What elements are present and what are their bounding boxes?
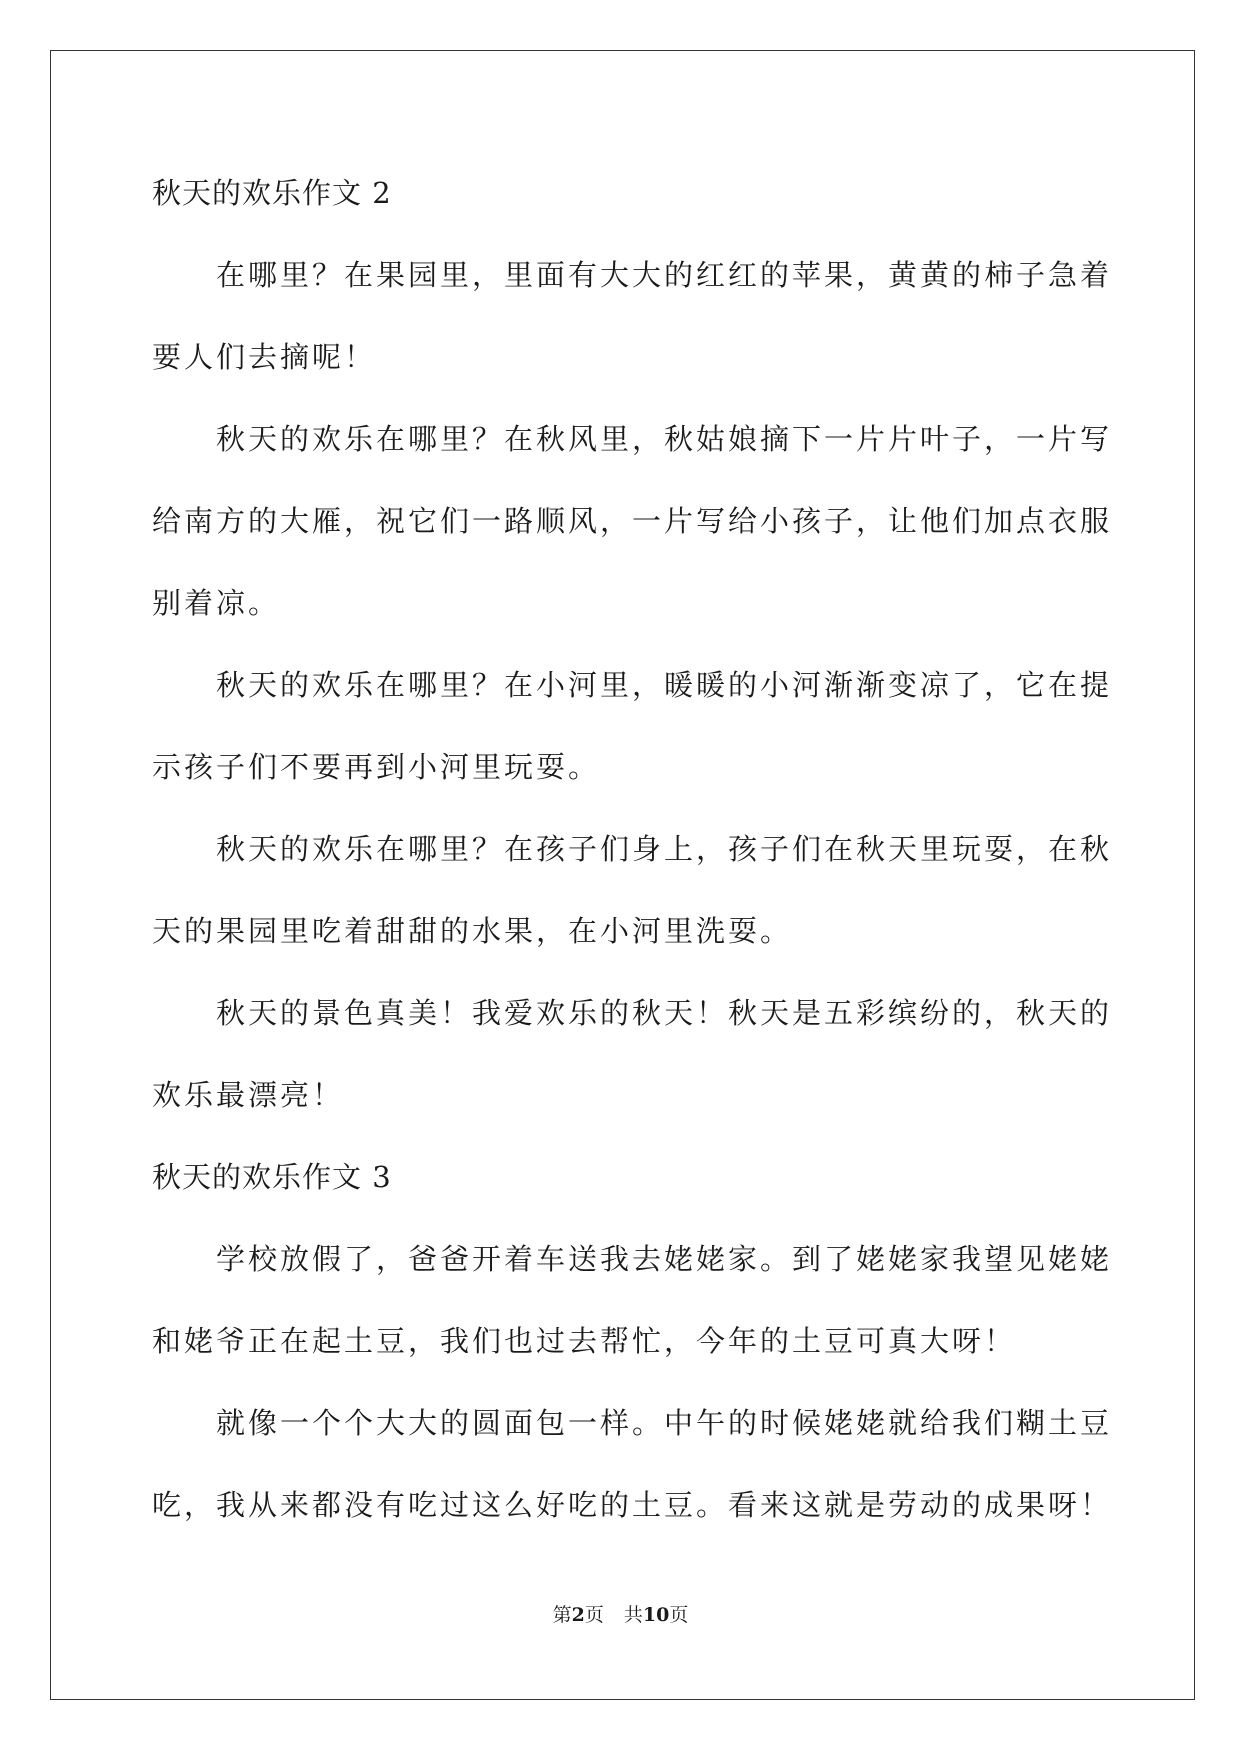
paragraph-line: 就像一个个大大的圆面包一样。中午的时候姥姥就给我们糊土豆	[216, 1406, 1113, 1440]
footer-total-prefix: 共	[623, 1604, 643, 1626]
paragraph-line: 欢乐最漂亮！	[152, 1078, 345, 1112]
paragraph-line: 和姥爷正在起土豆，我们也过去帮忙，今年的土豆可真大呀！	[152, 1324, 1017, 1358]
footer-total-suffix: 页	[669, 1604, 689, 1626]
paragraph-line: 秋天的景色真美！我爱欢乐的秋天！秋天是五彩缤纷的，秋天的	[216, 996, 1113, 1030]
paragraph-line: 别着凉。	[152, 586, 281, 620]
page-footer	[0, 1602, 1241, 1628]
total-page-count: 10	[642, 1604, 670, 1626]
current-page-number: 2	[571, 1604, 585, 1626]
paragraph-line: 给南方的大雁，祝它们一路顺风，一片写给小孩子，让他们加点衣服	[152, 504, 1113, 538]
essay-title: 秋天的欢乐作文 2	[152, 176, 392, 210]
paragraph-line: 天的果园里吃着甜甜的水果，在小河里洗耍。	[152, 914, 793, 948]
paragraph-line: 吃，我从来都没有吃过这么好吃的土豆。看来这就是劳动的成果呀！	[152, 1488, 1113, 1522]
paragraph-line: 在哪里？在果园里，里面有大大的红红的苹果，黄黄的柿子急着	[216, 258, 1113, 292]
paragraph-line: 秋天的欢乐在哪里？在孩子们身上，孩子们在秋天里玩耍，在秋	[216, 832, 1113, 866]
footer-prefix: 第	[552, 1604, 572, 1626]
paragraph-line: 要人们去摘呢！	[152, 340, 377, 374]
paragraph-line: 示孩子们不要再到小河里玩耍。	[152, 750, 601, 784]
paragraph-line: 学校放假了，爸爸开着车送我去姥姥家。到了姥姥家我望见姥姥	[216, 1242, 1113, 1276]
paragraph-line: 秋天的欢乐在哪里？在小河里，暖暖的小河渐渐变凉了，它在提	[216, 668, 1113, 702]
document-body	[152, 152, 1113, 1546]
essay-title: 秋天的欢乐作文 3	[152, 1160, 392, 1194]
paragraph-line: 秋天的欢乐在哪里？在秋风里，秋姑娘摘下一片片叶子，一片写	[216, 422, 1113, 456]
footer-page-suffix: 页	[584, 1604, 604, 1626]
